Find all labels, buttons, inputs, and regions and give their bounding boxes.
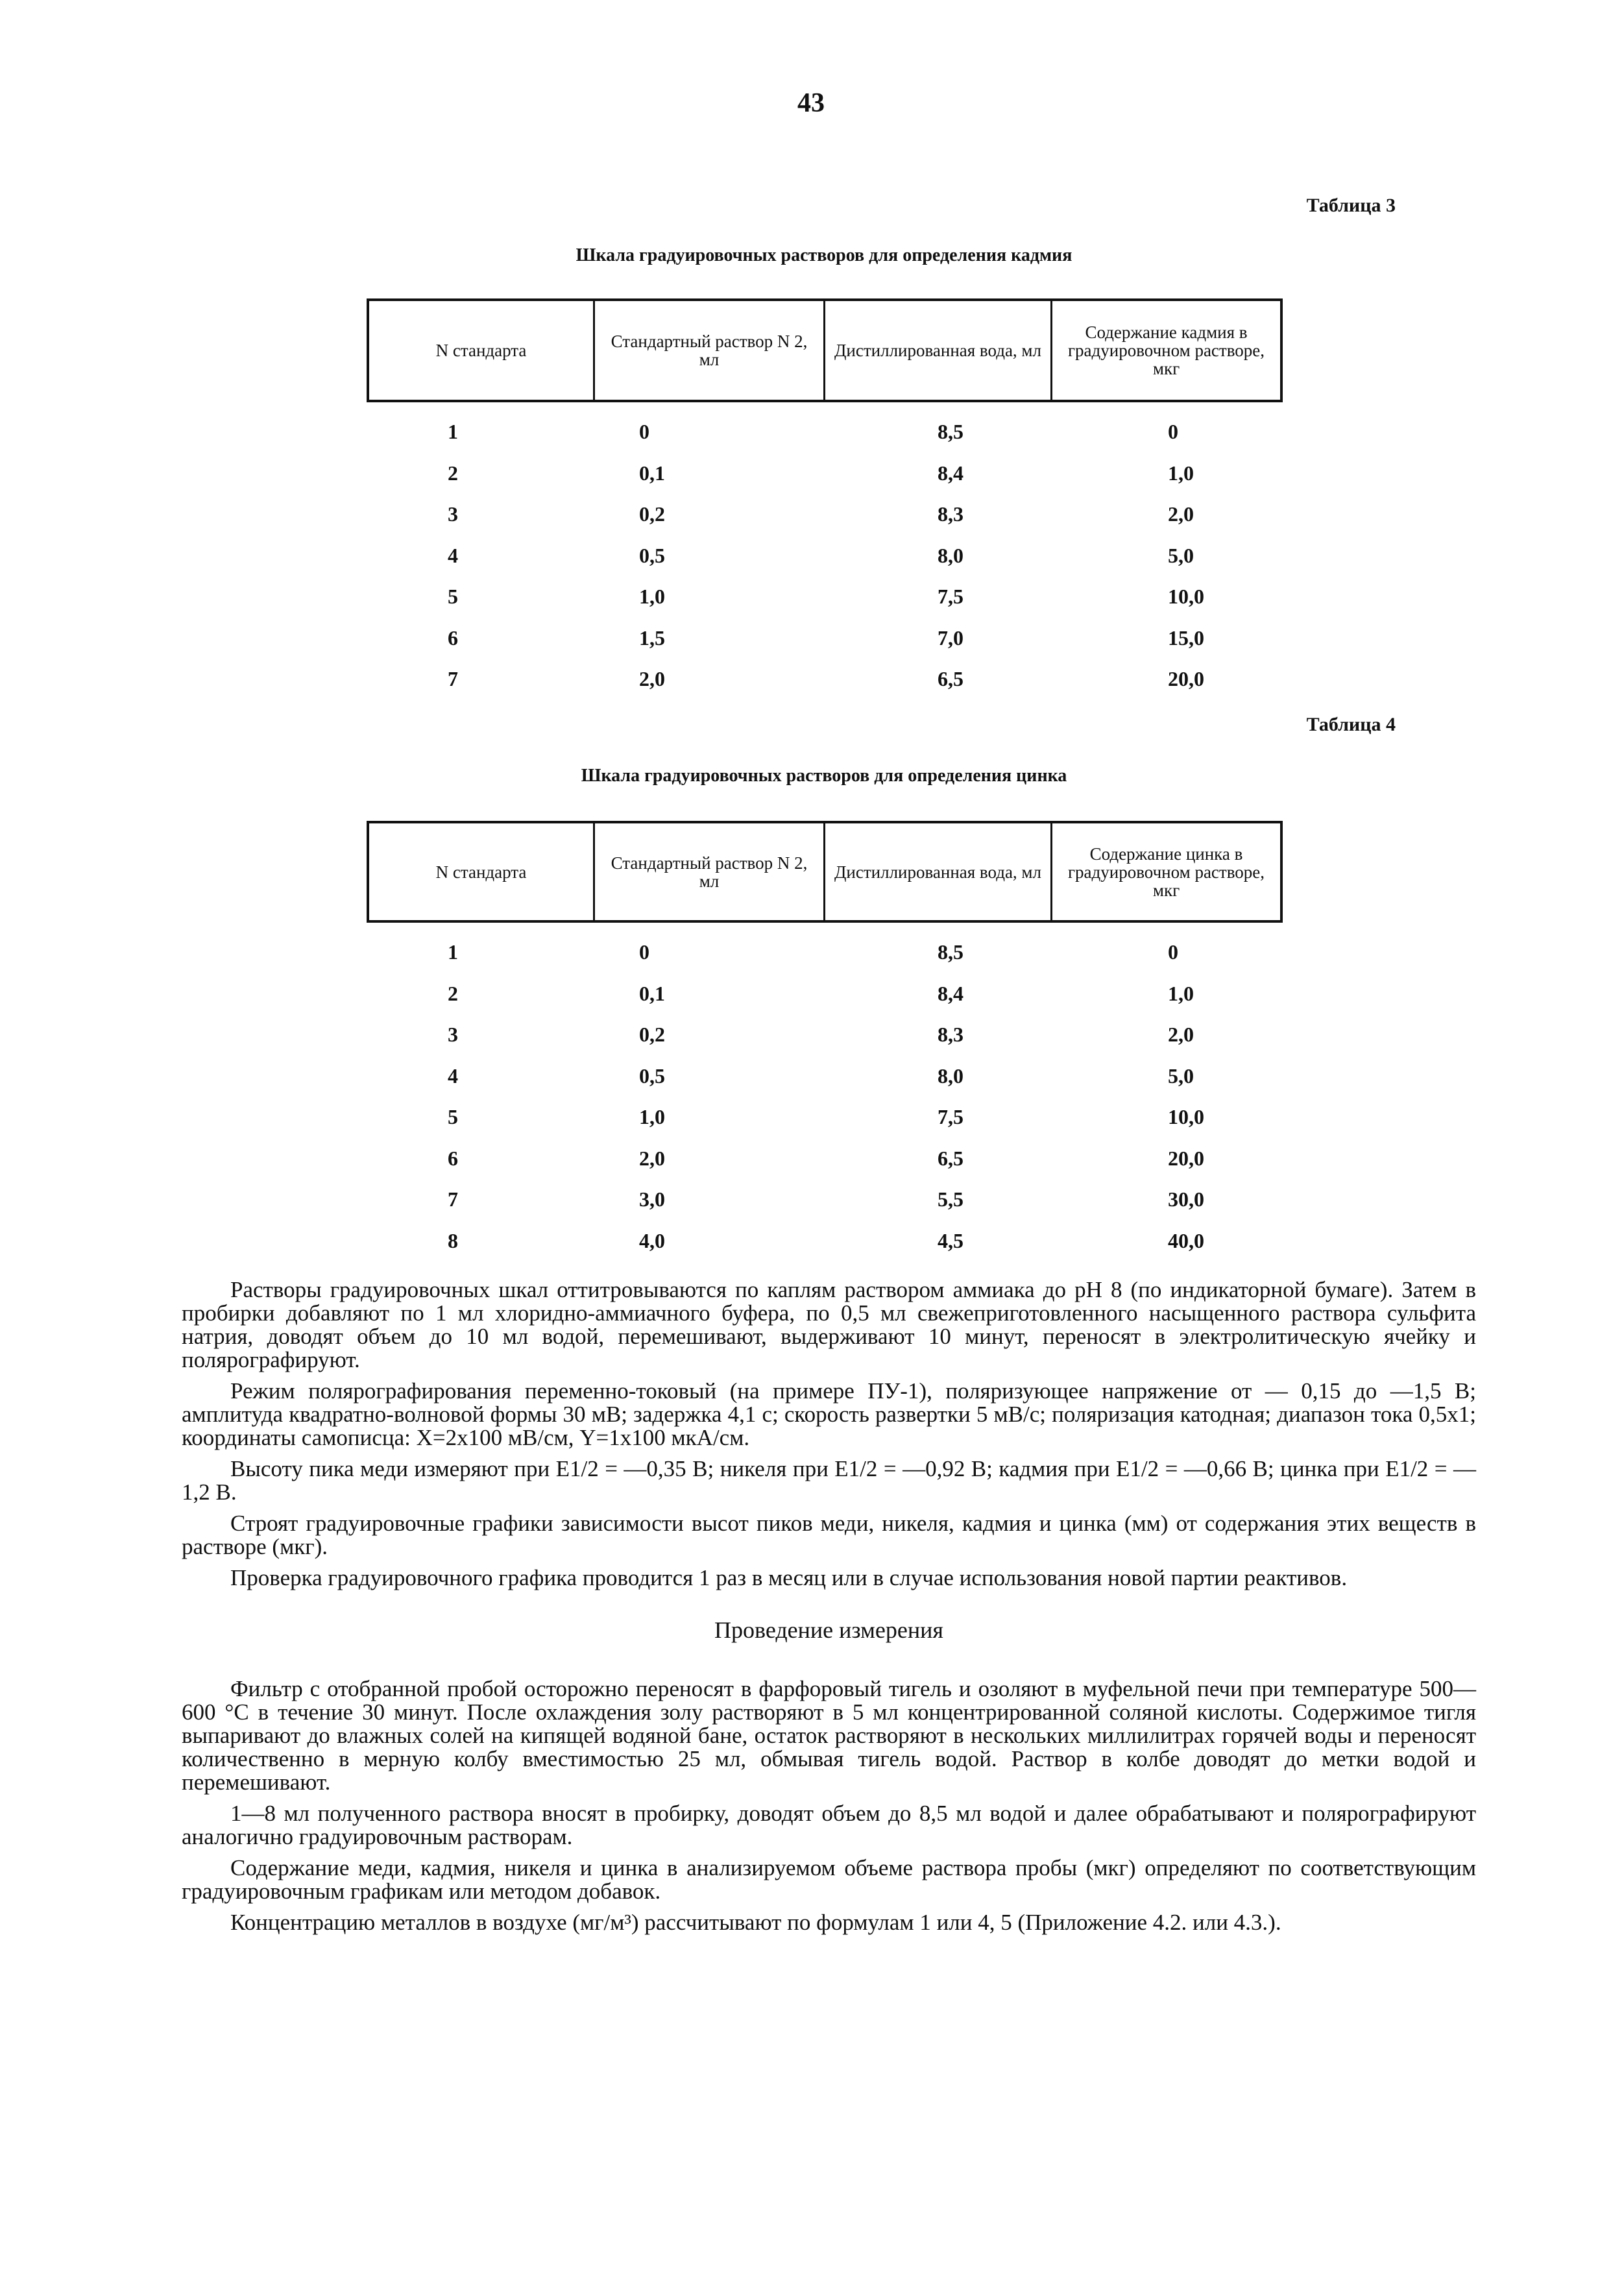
section-heading: Проведение измерения: [714, 1617, 943, 1643]
table-row: [367, 494, 1283, 535]
table-cell: 8: [448, 1228, 458, 1252]
table-row: [367, 1221, 1283, 1262]
paragraph: Фильтр с отобранной пробой осторожно переносят в фарфоровый тигель и озоляют в муфельной печи при температуре 500—600 °С в течение 30 минут. После охлаждения золу растворяют в 5 мл концентрированной соляной кислоты. Содержимое тигля выпаривают до влажных солей на кипящей водяной бане, остаток растворяют в нескольких миллилитрах горячей воды и переносят количественно в мерную колбу вместимостью 25 мл, обмывая тигель водой. Раствор в колбе доводят до метки водой и перемешивают.: [182, 1676, 1476, 1795]
table-row: [367, 576, 1283, 618]
table-cell: 5: [448, 1105, 458, 1129]
table-cell: 7: [448, 1187, 458, 1211]
table-cell: 1,0: [1168, 981, 1194, 1005]
table-cell: 1,5: [639, 626, 665, 650]
table-cell: 6,5: [938, 667, 963, 691]
table-cell: 1,0: [639, 1105, 665, 1129]
table-row: [367, 1097, 1283, 1138]
paragraph: 1—8 мл полученного раствора вносят в пробирку, доводят объем до 8,5 мл водой и далее обрабатывают и полярографируют аналогично градуировочным растворам.: [182, 1801, 1476, 1849]
table-cell: 3: [448, 1023, 458, 1047]
table4-header: [367, 821, 1283, 923]
table-cell: 5,5: [938, 1187, 963, 1211]
table-row: [367, 1056, 1283, 1097]
table-cell: 4: [448, 1064, 458, 1088]
table-row: [367, 453, 1283, 494]
table-cell: 6: [448, 1146, 458, 1170]
table-cell: 20,0: [1168, 667, 1204, 691]
table-cell: 15,0: [1168, 626, 1204, 650]
table-cell: 0: [639, 420, 649, 444]
table-row: [367, 1014, 1283, 1056]
table4-body: [367, 932, 1283, 1261]
table-cell: 0,1: [639, 981, 665, 1005]
table4-header-cell: Содержание цинка в градуировочном растворе, мкг: [1050, 823, 1280, 920]
table3-header-cell: N стандарта: [435, 341, 527, 360]
table-cell: 6,5: [938, 1146, 963, 1170]
table-cell: 0,1: [639, 461, 665, 485]
table-cell: 6: [448, 626, 458, 650]
table4-header-cell: Дистиллированная вода, мл: [823, 823, 1050, 920]
paragraph: Строят градуировочные графики зависимости высот пиков меди, никеля, кадмия и цинка (мм) от содержания этих веществ в растворе (мкг).: [182, 1511, 1476, 1559]
table-cell: 5,0: [1168, 1064, 1194, 1088]
table-cell: 2: [448, 981, 458, 1005]
table-cell: 7,0: [938, 626, 963, 650]
table3-header-cell: Дистиллированная вода, мл: [823, 301, 1050, 400]
table-cell: 10,0: [1168, 585, 1204, 609]
table-cell: 4,0: [639, 1228, 665, 1252]
table-cell: 30,0: [1168, 1187, 1204, 1211]
table3-label: Таблица 3: [1306, 195, 1396, 216]
paragraph: Растворы градуировочных шкал оттитровываются по каплям раствором аммиака до pH 8 (по индикаторной бумаге). Затем в пробирки добавляют по 1 мл хлоридно-аммиачного буфера, по 0,5 мл свежеприготовленного насыщенного раствора сульфита натрия, доводят объем до 10 мл водой, перемешивают, выдерживают 10 минут, переносят в электролитическую ячейку и полярографируют.: [182, 1277, 1476, 1372]
table-row: [367, 1179, 1283, 1221]
table-cell: 5,0: [1168, 543, 1194, 567]
table-cell: 0,2: [639, 1023, 665, 1047]
table-cell: 1,0: [639, 585, 665, 609]
table-cell: 1,0: [1168, 461, 1194, 485]
table4-header-cell: Стандартный раствор N 2, мл: [593, 823, 823, 920]
table-row: [367, 1138, 1283, 1180]
table-row: [367, 932, 1283, 973]
table-cell: 4,5: [938, 1228, 963, 1252]
paragraph: Режим полярографирования переменно-токовый (на примере ПУ-1), поляризующее напряжение от — 0,15 до —1,5 В; амплитуда квадратно-волновой формы 30 мВ; задержка 4,1 с; скорость развертки 5 мВ/с; поляризация катодная; диапазон тока 0,5х1; координаты самописца: X=2х100 мВ/см, Y=1х100 мкА/см.: [182, 1378, 1476, 1450]
table-cell: 5: [448, 585, 458, 609]
table-cell: 0,5: [639, 543, 665, 567]
table-cell: 3,0: [639, 1187, 665, 1211]
table-row: [367, 618, 1283, 659]
table-cell: 2,0: [639, 1146, 665, 1170]
table-cell: 8,3: [938, 1023, 963, 1047]
table-cell: 8,3: [938, 502, 963, 526]
table-row: [367, 659, 1283, 700]
table-cell: 2,0: [639, 667, 665, 691]
table-cell: 8,0: [938, 1064, 963, 1088]
table-cell: 20,0: [1168, 1146, 1204, 1170]
table-cell: 10,0: [1168, 1105, 1204, 1129]
table-cell: 8,5: [938, 940, 963, 964]
table-row: [367, 535, 1283, 577]
page-number: 43: [797, 88, 825, 118]
table4-header-cell: N стандарта: [435, 862, 527, 882]
table3-title: Шкала градуировочных растворов для определения кадмия: [576, 245, 1073, 265]
table-cell: 3: [448, 502, 458, 526]
table-cell: 0: [639, 940, 649, 964]
body-text: [182, 1278, 1476, 1942]
table-cell: 8,4: [938, 981, 963, 1005]
table-cell: 0,2: [639, 502, 665, 526]
table3-header-cell: Стандартный раствор N 2, мл: [593, 301, 823, 400]
paragraph: Концентрацию металлов в воздухе (мг/м³) рассчитывают по формулам 1 или 4, 5 (Приложение 4.2. или 4.3.).: [230, 1910, 1281, 1935]
table-cell: 2,0: [1168, 1023, 1194, 1047]
table-cell: 7,5: [938, 585, 963, 609]
table-cell: 8,4: [938, 461, 963, 485]
table-row: [367, 973, 1283, 1015]
table3: [367, 298, 1283, 700]
table3-header-cell: Содержание кадмия в градуировочном растворе, мкг: [1050, 301, 1280, 400]
table3-body: [367, 411, 1283, 700]
table-cell: 0,5: [639, 1064, 665, 1088]
table-cell: 2: [448, 461, 458, 485]
table-cell: 0: [1168, 940, 1178, 964]
table-cell: 0: [1168, 420, 1178, 444]
table-cell: 40,0: [1168, 1228, 1204, 1252]
table-cell: 7,5: [938, 1105, 963, 1129]
table4-label: Таблица 4: [1306, 714, 1396, 735]
paragraph: Проверка градуировочного графика проводится 1 раз в месяц или в случае использования новой партии реактивов.: [230, 1565, 1348, 1590]
table-cell: 7: [448, 667, 458, 691]
table-cell: 1: [448, 940, 458, 964]
table4-title: Шкала градуировочных растворов для определения цинка: [581, 766, 1067, 786]
paragraph: Высоту пика меди измеряют при E1/2 = —0,35 В; никеля при E1/2 = —0,92 В; кадмия при E1/2 = —0,66 В; цинка при E1/2 = —1,2 В.: [182, 1456, 1476, 1505]
paragraph: Содержание меди, кадмия, никеля и цинка в анализируемом объеме раствора пробы (мкг) определяют по соответствующим градуировочным графикам или методом добавок.: [182, 1855, 1476, 1904]
table4: [367, 821, 1283, 1261]
table-cell: 2,0: [1168, 502, 1194, 526]
table-cell: 8,5: [938, 420, 963, 444]
table-row: [367, 411, 1283, 453]
table-cell: 8,0: [938, 543, 963, 567]
table-cell: 4: [448, 543, 458, 567]
table-cell: 1: [448, 420, 458, 444]
table3-header: [367, 298, 1283, 402]
